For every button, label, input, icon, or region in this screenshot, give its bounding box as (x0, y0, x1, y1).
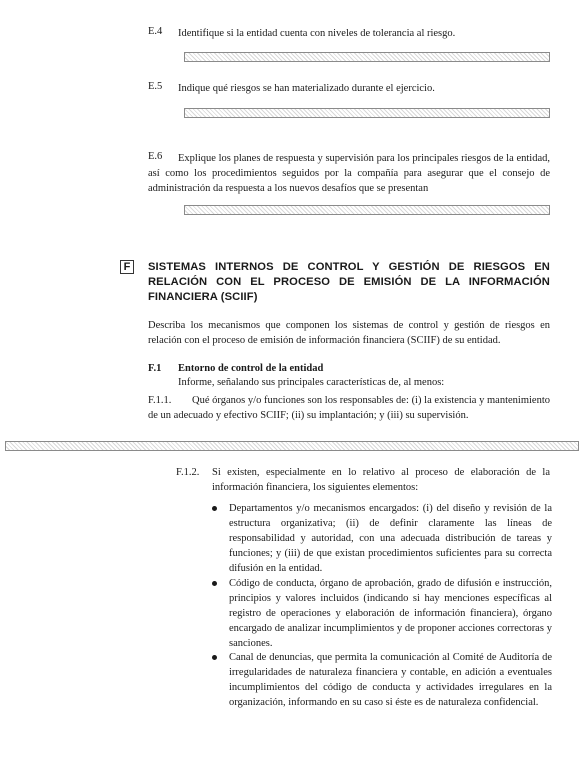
answer-box-e5[interactable] (184, 108, 550, 118)
answer-box-e4[interactable] (184, 52, 550, 62)
subsection-subtitle-f1: Informe, señalando sus principales características de, al menos: (178, 377, 445, 388)
bullet-text: Canal de denuncias, que permita la comunicación al Comité de Auditoría de irregularidades de naturaleza financiera y contable, en adición a eventuales incumplimientos del código de conducta y actividades irregulares en la organización, informando en su caso si éste es de naturaleza confidencial. (229, 652, 552, 708)
section-title: SISTEMAS INTERNOS DE CONTROL Y GESTIÓN DE RIESGOS EN RELACIÓN CON EL PROCESO DE EMISIÓN DE LA INFORMACIÓN FINANCIERA (SCIIF) (148, 261, 550, 303)
bullet-text: Código de conducta, órgano de aprobación, grado de difusión e instrucción, principios y valores incluidos (indicando si hay menciones específicas al registro de operaciones y elaboración de información financiera), órgano encargado de analizar incumplimientos y de proponer acciones correctoras y sanciones. (229, 578, 552, 649)
question-number-f12: F.1.2. (176, 467, 200, 478)
question-text-f12: Si existen, especialmente en lo relativo al proceso de elaboración de la información financiera, los siguientes elementos: (212, 467, 550, 493)
question-text-f11: Qué órganos y/o funciones son los responsables de: (i) la existencia y mantenimiento de un adecuado y efectivo SCIIF; (ii) su implantación; y (iii) su supervisión. (148, 395, 550, 421)
question-text-e6: Explique los planes de respuesta y supervisión para los principales riesgos de la entidad, así como los procedimientos seguidos por la compañía para asegurar que el consejo de administración da respuesta a los nuevos desafíos que se presentan (148, 153, 550, 194)
bullet-icon (212, 581, 217, 586)
answer-box-f11[interactable] (5, 441, 579, 451)
subsection-number-f1: F.1 (148, 363, 162, 374)
bullet-icon (212, 506, 217, 511)
bullet-text: Departamentos y/o mecanismos encargados: (i) del diseño y revisión de la estructura organizativa; (ii) de definir claramente las líneas de responsabilidad y autoridad, con una adecuada distribución de tareas y funciones; y (iii) de que existan procedimientos suficientes para su correcta difusión en la entidad. (229, 503, 552, 574)
question-number-f11: F.1.1. (148, 395, 172, 406)
list-item (212, 501, 552, 574)
section-letter-badge: F (120, 260, 134, 274)
question-number-e6: E.6 (148, 151, 163, 162)
question-text-e5: Indique qué riesgos se han materializado durante el ejercicio. (178, 83, 435, 94)
question-number-e4: E.4 (148, 26, 163, 37)
list-item (212, 650, 550, 720)
question-number-e5: E.5 (148, 81, 163, 92)
section-intro: Describa los mecanismos que componen los sistemas de control y gestión de riesgos en relación con el proceso de emisión de información financiera (SCIIF) de su entidad. (148, 320, 550, 346)
question-text-e4: Identifique si la entidad cuenta con niveles de tolerancia al riesgo. (178, 28, 456, 39)
bullet-icon (212, 655, 217, 660)
answer-box-e6[interactable] (184, 205, 550, 215)
subsection-title-f1: Entorno de control de la entidad (178, 363, 324, 374)
list-item (212, 576, 552, 649)
